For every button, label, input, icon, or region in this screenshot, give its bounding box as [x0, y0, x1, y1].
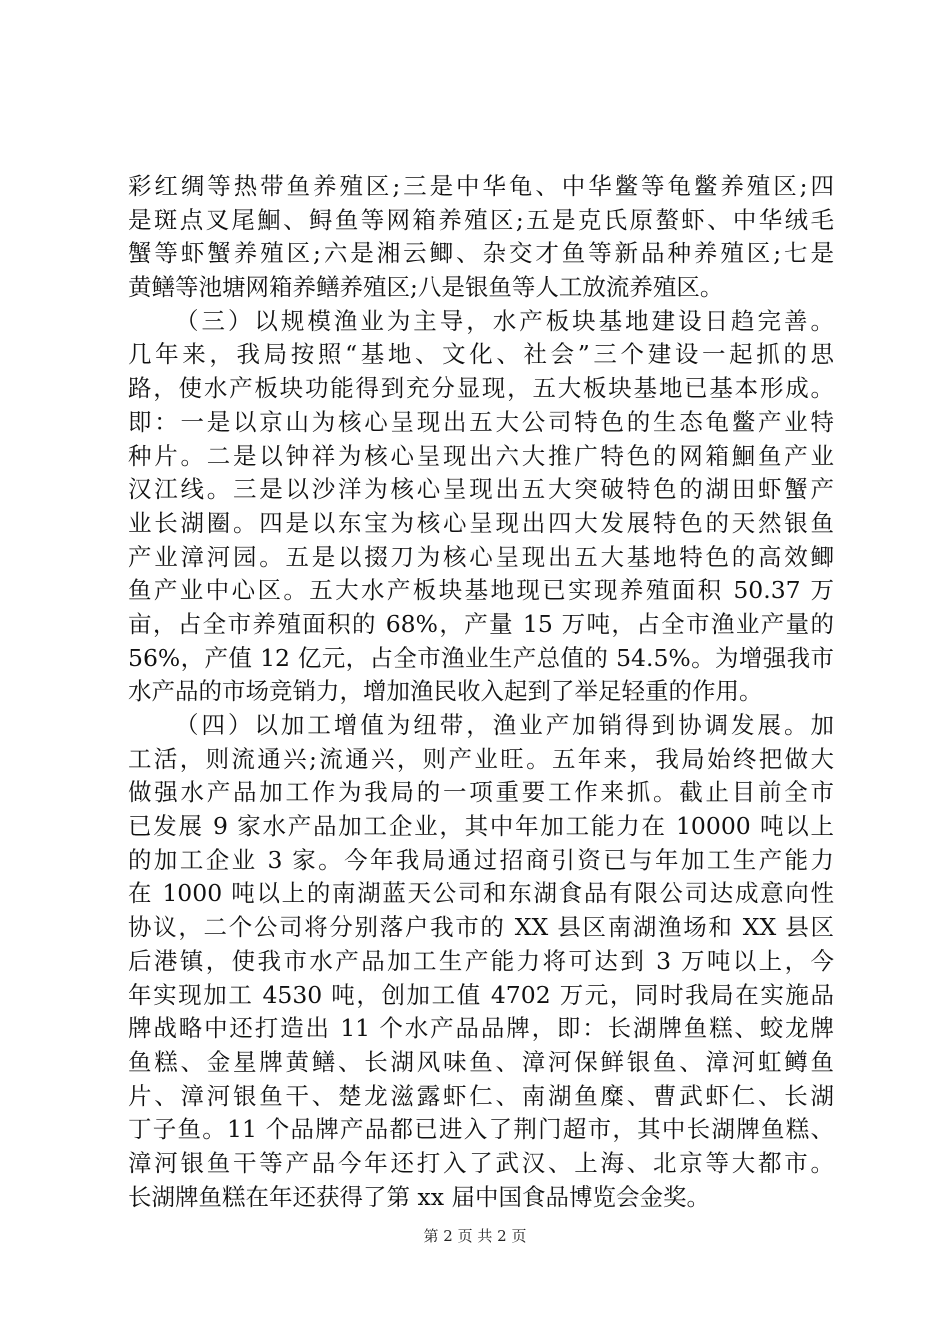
text-line: 牌战略中还打造出 11 个水产品品牌，即：长湖牌鱼糕、蛟龙牌	[128, 1014, 834, 1043]
text-line: 漳河银鱼干等产品今年还打入了武汉、上海、北京等大都市。	[128, 1148, 834, 1177]
text-line: 是斑点叉尾鮰、鲟鱼等网箱养殖区;五是克氏原螯虾、中华绒毛	[128, 205, 834, 234]
text-line: 路，使水产板块功能得到充分显现，五大板块基地已基本形成。	[128, 374, 834, 403]
text-line: 后港镇，使我市水产品加工生产能力将可达到 3 万吨以上，今	[128, 946, 834, 975]
text-line: 56%，产值 12 亿元，占全市渔业生产总值的 54.5%。为增强我市	[128, 643, 834, 672]
text-line: 长湖牌鱼糕在年还获得了第 xx 届中国食品博览会金奖。	[128, 1182, 710, 1211]
text-line: 做强水产品加工作为我局的一项重要工作来抓。截止目前全市	[128, 778, 834, 807]
text-line: 黄鳝等池塘网箱养鳝养殖区;八是银鱼等人工放流养殖区。	[128, 273, 724, 302]
text-line: 的加工企业 3 家。今年我局通过招商引资已与年加工生产能力	[128, 845, 834, 874]
text-line: 即：一是以京山为核心呈现出五大公司特色的生态龟鳖产业特	[128, 407, 834, 436]
text-line: 种片。二是以钟祥为核心呈现出六大推广特色的网箱鮰鱼产业	[128, 441, 834, 470]
page-footer: 第 2 页 共 2 页	[423, 1227, 527, 1245]
text-line: 工活，则流通兴;流通兴，则产业旺。五年来，我局始终把做大	[128, 744, 834, 773]
text-line: 蟹等虾蟹养殖区;六是湘云鲫、杂交才鱼等新品种养殖区;七是	[128, 239, 834, 268]
text-line: 鱼产业中心区。五大水产板块基地现已实现养殖面积 50.37 万	[128, 576, 834, 605]
document-body	[128, 170, 834, 1214]
text-line: 丁子鱼。11 个品牌产品都已进入了荆门超市，其中长湖牌鱼糕、	[128, 1115, 834, 1144]
text-line: 汉江线。三是以沙洋为核心呈现出五大突破特色的湖田虾蟹产	[128, 475, 834, 504]
text-line: 片、漳河银鱼干、楚龙滋露虾仁、南湖鱼糜、曹武虾仁、长湖	[128, 1081, 834, 1110]
paragraph-first-line: （三）以规模渔业为主导，水产板块基地建设日趋完善。	[175, 306, 834, 335]
text-line: 在 1000 吨以上的南湖蓝天公司和东湖食品有限公司达成意向性	[128, 879, 834, 908]
text-line: 年实现加工 4530 吨，创加工值 4702 万元，同时我局在实施品	[128, 980, 834, 1009]
text-line: 水产品的市场竞销力，增加渔民收入起到了举足轻重的作用。	[128, 677, 763, 706]
text-line: 产业漳河园。五是以掇刀为核心呈现出五大基地特色的高效鲫	[128, 542, 834, 571]
text-line: 已发展 9 家水产品加工企业，其中年加工能力在 10000 吨以上	[128, 812, 834, 841]
text-line: 协议，二个公司将分别落户我市的 XX 县区南湖渔场和 XX 县区	[128, 913, 834, 942]
text-line: 彩红绸等热带鱼养殖区;三是中华龟、中华鳖等龟鳖养殖区;四	[128, 172, 834, 200]
paragraph-first-line: （四）以加工增值为纽带，渔业产加销得到协调发展。加	[175, 711, 834, 739]
text-line: 鱼糕、金星牌黄鳝、长湖风味鱼、漳河保鲜银鱼、漳河虹鳟鱼	[128, 1047, 834, 1076]
text-line: 几年来，我局按照“基地、文化、社会”三个建设一起抓的思	[128, 340, 834, 369]
text-line: 亩，占全市养殖面积的 68%，产量 15 万吨，占全市渔业产量的	[128, 609, 834, 638]
text-line: 业长湖圈。四是以东宝为核心呈现出四大发展特色的天然银鱼	[128, 508, 834, 537]
